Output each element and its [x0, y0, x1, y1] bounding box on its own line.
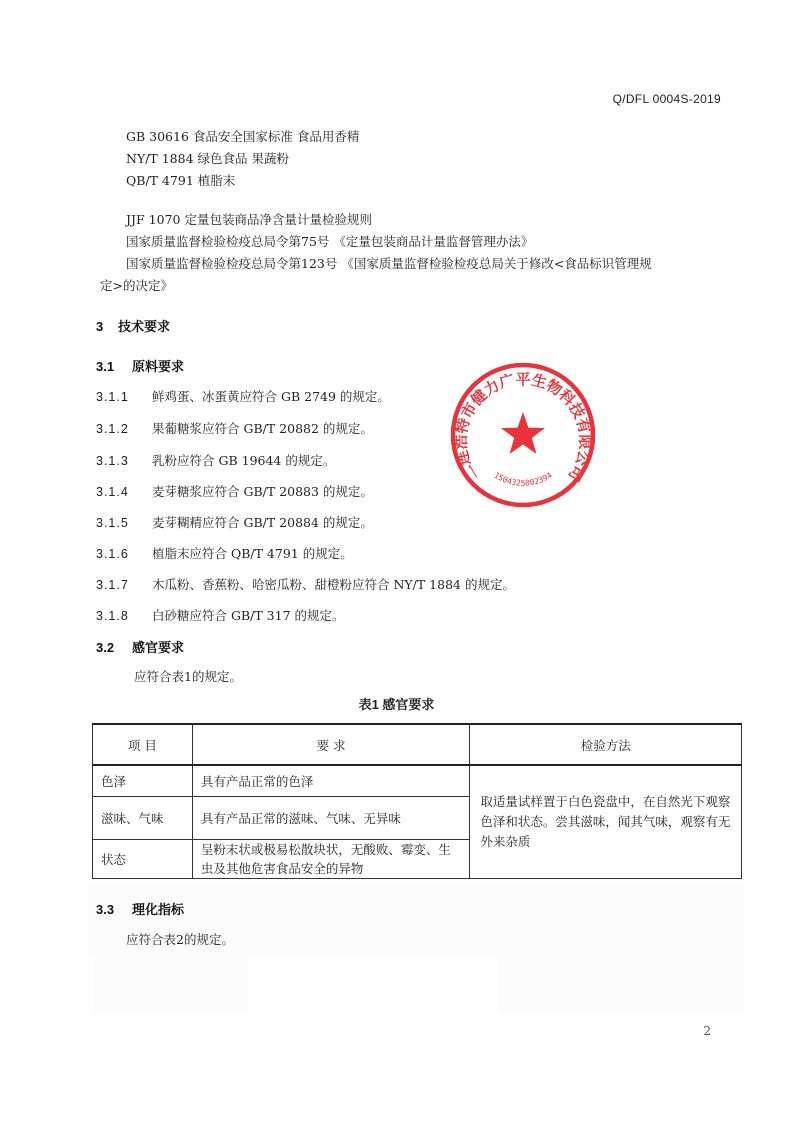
- company-seal: [448, 360, 598, 510]
- cell-item: 滋味、气味: [93, 797, 193, 840]
- reference-nyt1884: NY/T 1884 绿色食品 果蔬粉: [126, 151, 289, 166]
- section-3-1-heading: [96, 356, 184, 375]
- requirement-item: 3.1.3 乳粉应符合 GB 19644 的规定。: [96, 453, 336, 468]
- requirement-item: 3.1.4 麦芽糖浆应符合 GB/T 20883 的规定。: [96, 484, 373, 499]
- section-number: 3.3: [96, 902, 115, 917]
- cell-item: 状态: [93, 840, 193, 879]
- page-number: 2: [703, 1024, 711, 1038]
- cell-method: 取适量试样置于白色瓷盘中，在自然光下观察色泽和状态。尝其滋味，闻其气味，观察有无外来杂质: [470, 765, 742, 879]
- section-number: 3.1: [96, 359, 115, 374]
- table-1-caption: 表1 感官要求: [358, 697, 435, 712]
- seal-star-icon: [501, 412, 545, 454]
- column-header-item: 项 目: [93, 724, 193, 765]
- reference-order75: 国家质量监督检验检疫总局令第75号 《定量包装商品计量监督管理办法》: [126, 234, 534, 249]
- requirement-item: 3.1.2 果葡糖浆应符合 GB/T 20882 的规定。: [96, 421, 373, 436]
- section-3-3-heading: [96, 899, 184, 918]
- section-3-3-note: 应符合表2的规定。: [126, 932, 234, 947]
- table-header-row: [93, 724, 742, 765]
- section-number: 3: [96, 319, 104, 334]
- section-title: 技术要求: [118, 319, 171, 334]
- section-3-2-heading: [96, 637, 184, 656]
- scan-patch: [94, 955, 248, 1013]
- section-title: 理化指标: [132, 902, 185, 917]
- scan-patch: [498, 955, 744, 1013]
- requirement-item: 3.1.8 白砂糖应符合 GB/T 317 的规定。: [96, 608, 345, 623]
- section-title: 感官要求: [132, 640, 185, 655]
- section-3-heading: [96, 316, 170, 335]
- table-1-sensory: [92, 723, 742, 879]
- reference-gb30616: GB 30616 食品安全国家标准 食品用香精: [126, 129, 360, 144]
- section-3-2-note: 应符合表1的规定。: [134, 669, 242, 684]
- requirement-item: 3.1.5 麦芽糊精应符合 GB/T 20884 的规定。: [96, 515, 373, 530]
- document-code: Q/DFL 0004S-2019: [612, 92, 721, 106]
- section-number: 3.2: [96, 640, 115, 655]
- requirement-item: 3.1.6 植脂末应符合 QB/T 4791 的规定。: [96, 546, 353, 561]
- section-title: 原料要求: [132, 359, 185, 374]
- requirement-item: 3.1.7 木瓜粉、香蕉粉、哈密瓜粉、甜橙粉应符合 NY/T 1884 的规定。: [96, 577, 515, 592]
- cell-requirement: 呈粉末状或极易松散块状，无酸败、霉变、生虫及其他危害食品安全的异物: [192, 840, 470, 879]
- cell-item: 色泽: [93, 765, 193, 797]
- reference-qbt4791: QB/T 4791 植脂末: [126, 173, 236, 188]
- cell-requirement: 具有产品正常的滋味、气味、无异味: [192, 797, 470, 840]
- requirement-item: 3.1.1 鲜鸡蛋、冰蛋黄应符合 GB 2749 的规定。: [96, 389, 390, 404]
- reference-order123-cont: 定>的决定》: [100, 278, 173, 293]
- reference-jjf1070: JJF 1070 定量包装商品净含量计量检验规则: [126, 212, 372, 227]
- cell-requirement: 具有产品正常的色泽: [192, 765, 470, 797]
- reference-order123: 国家质量监督检验检疫总局令第123号 《国家质量监督检验检疫总局关于修改<食品标识管理规: [126, 256, 652, 271]
- column-header-requirement: 要 求: [192, 724, 470, 765]
- seal-serial: 1504325002394: [492, 470, 554, 488]
- column-header-method: 检验方法: [470, 724, 742, 765]
- seal-company-name: 二连浩特市健力广平生物科技有限公司: [451, 370, 595, 485]
- table-row: [93, 765, 742, 797]
